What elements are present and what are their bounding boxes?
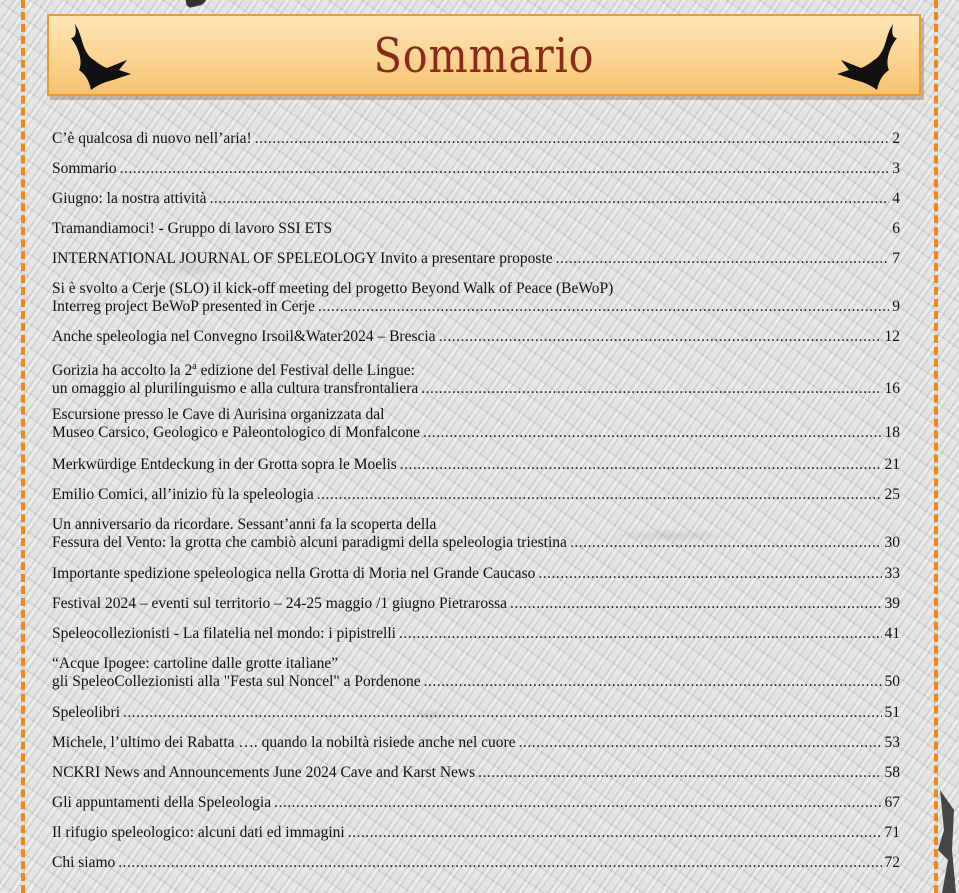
toc-entry-page: 25: [884, 486, 900, 503]
toc-entry-title: Speleolibri: [52, 704, 121, 721]
header-banner: [47, 14, 921, 96]
toc-leader-dots: [348, 824, 882, 842]
toc-entry-page: 3: [892, 160, 900, 177]
toc-entry-title: Emilio Comici, all’inizio fù la speleologia: [52, 486, 314, 503]
toc-entry-page: 30: [884, 534, 900, 551]
toc-entry[interactable]: [52, 734, 900, 752]
toc-entry[interactable]: [52, 358, 900, 398]
toc-entry-subtitle: Museo Carsico, Geologico e Paleontologico di Monfalcone: [52, 424, 421, 441]
toc-leader-dots: [538, 565, 881, 583]
toc-entry-title: NCKRI News and Announcements June 2024 Cave and Karst News: [52, 764, 476, 781]
toc-leader-dots: [118, 854, 881, 872]
toc-entry-page: 33: [884, 565, 900, 582]
toc-entry-title: Tramandiamoci! - Gruppo di lavoro SSI ETS: [52, 220, 333, 237]
toc-entry[interactable]: [52, 328, 900, 346]
toc-entry-title: INTERNATIONAL JOURNAL OF SPELEOLOGY Invito a presentare proposte: [52, 250, 553, 267]
toc-leader-dots: [123, 704, 881, 722]
toc-entry-title: Anche speleologia nel Convegno Irsoil&Water2024 – Brescia: [52, 328, 436, 345]
toc-entry[interactable]: [52, 220, 900, 238]
toc-entry-title: Un anniversario da ricordare. Sessant’anni fa la scoperta della: [52, 516, 437, 533]
toc-entry-page: 7: [892, 250, 900, 267]
toc-entry[interactable]: [52, 190, 900, 208]
toc-entry-page: 6: [892, 220, 900, 237]
toc-entry-page: 41: [884, 625, 900, 642]
ink-splatter-decoration: [934, 790, 956, 893]
toc-leader-dots: [317, 486, 882, 504]
toc-entry-page: 71: [884, 824, 900, 841]
toc-entry-page: 4: [892, 190, 900, 207]
toc-entry[interactable]: [52, 595, 900, 613]
toc-entry-title: Sommario: [52, 160, 117, 177]
superscript-ordinal: a: [192, 361, 197, 372]
toc-leader-dots: [210, 190, 890, 208]
toc-leader-dots: [556, 250, 890, 268]
toc-entry[interactable]: [52, 704, 900, 722]
toc-leader-dots: [399, 625, 882, 643]
toc-entry-page: 50: [884, 673, 900, 690]
toc-entry[interactable]: [52, 250, 900, 268]
toc-leader-dots: [519, 734, 882, 752]
toc-entry[interactable]: [52, 516, 900, 552]
toc-entry-page: 58: [884, 764, 900, 781]
toc-entry[interactable]: [52, 824, 900, 842]
toc-entry-title-rest: edizione del Festival delle Lingue:: [196, 362, 415, 379]
ink-splatter-decoration: [185, 0, 209, 8]
toc-entry-page: 21: [884, 456, 900, 473]
toc-entry-title: Escursione presso le Cave di Aurisina organizzata dal: [52, 406, 385, 423]
toc-entry-page: 16: [884, 380, 900, 397]
toc-entry-title: Michele, l’ultimo dei Rabatta …. quando la nobiltà risiede anche nel cuore: [52, 734, 516, 751]
toc-entry[interactable]: [52, 565, 900, 583]
toc-entry[interactable]: [52, 655, 900, 691]
toc-entry-page: 39: [884, 595, 900, 612]
toc-entry-title: Giugno: la nostra attività: [52, 190, 207, 207]
toc-entry-title: Si è svolto a Cerje (SLO) il kick-off meeting del progetto Beyond Walk of Peace (BeWoP): [52, 280, 614, 297]
toc-leader-dots: [439, 328, 882, 346]
toc-entry-title: Festival 2024 – eventi sul territorio – 24-25 maggio /1 giugno Pietrarossa: [52, 595, 508, 612]
toc-leader-dots: [478, 764, 881, 782]
toc-entry-title: Il rifugio speleologico: alcuni dati ed immagini: [52, 824, 345, 841]
toc-entry[interactable]: [52, 794, 900, 812]
toc-entry[interactable]: [52, 486, 900, 504]
toc-leader-dots: [570, 534, 882, 552]
toc-entry-subtitle: gli SpeleoCollezionisti alla "Festa sul Noncel" a Pordenone: [52, 673, 421, 690]
bat-icon: [835, 22, 907, 92]
toc-leader-dots: [400, 456, 882, 474]
toc-entry-page: 9: [892, 298, 900, 315]
toc-entry[interactable]: [52, 625, 900, 643]
toc-entry-page: 72: [884, 854, 900, 871]
toc-entry-title: Merkwürdige Entdeckung in der Grotta sopra le Moelis: [52, 456, 397, 473]
toc-entry[interactable]: [52, 456, 900, 474]
toc-entry-subtitle: un omaggio al plurilinguismo e alla cultura transfrontaliera: [52, 380, 419, 397]
toc-entry-page: 67: [884, 794, 900, 811]
right-dashed-border: [934, 0, 938, 893]
toc-entry[interactable]: [52, 854, 900, 872]
toc-entry-title: C’è qualcosa di nuovo nell’aria!: [52, 130, 252, 147]
toc-entry-page: 2: [892, 130, 900, 147]
toc-entry-title: Gli appuntamenti della Speleologia: [52, 794, 272, 811]
toc-leader-dots: [255, 130, 890, 148]
page-title: Sommario: [373, 28, 595, 84]
toc-entry-page: 18: [884, 424, 900, 441]
toc-entry[interactable]: [52, 160, 900, 178]
toc-entry-subtitle: Fessura del Vento: la grotta che cambiò alcuni paradigmi della speleologia triestina: [52, 534, 567, 551]
toc-entry-page: 51: [884, 704, 900, 721]
toc-entry[interactable]: [52, 764, 900, 782]
left-dashed-border: [21, 0, 25, 893]
toc-leader-dots: [424, 673, 882, 691]
toc-leader-dots: [274, 794, 881, 812]
toc-leader-dots: [423, 424, 881, 442]
toc-entry-title: Chi siamo: [52, 854, 116, 871]
toc-entry-title: Speleocollezionisti - La filatelia nel mondo: i pipistrelli: [52, 625, 396, 642]
toc-leader-dots: [421, 380, 881, 398]
toc-entry-subtitle: Interreg project BeWoP presented in Cerje: [52, 298, 315, 315]
toc-entry-page: 53: [884, 734, 900, 751]
toc-leader-dots: [120, 160, 890, 178]
toc-entry-title: Importante spedizione speleologica nella Grotta di Moria nel Grande Caucaso: [52, 565, 536, 582]
toc-entry-page: 12: [884, 328, 900, 345]
toc-leader-dots: [318, 298, 889, 316]
toc-entry-title: “Acque Ipogee: cartoline dalle grotte italiane”: [52, 655, 339, 672]
toc-entry[interactable]: [52, 280, 900, 316]
toc-entry-title: Gorizia ha accolto la 2: [52, 362, 193, 379]
toc-entry[interactable]: [52, 130, 900, 148]
toc-entry[interactable]: [52, 406, 900, 442]
toc-leader-dots: [510, 595, 881, 613]
